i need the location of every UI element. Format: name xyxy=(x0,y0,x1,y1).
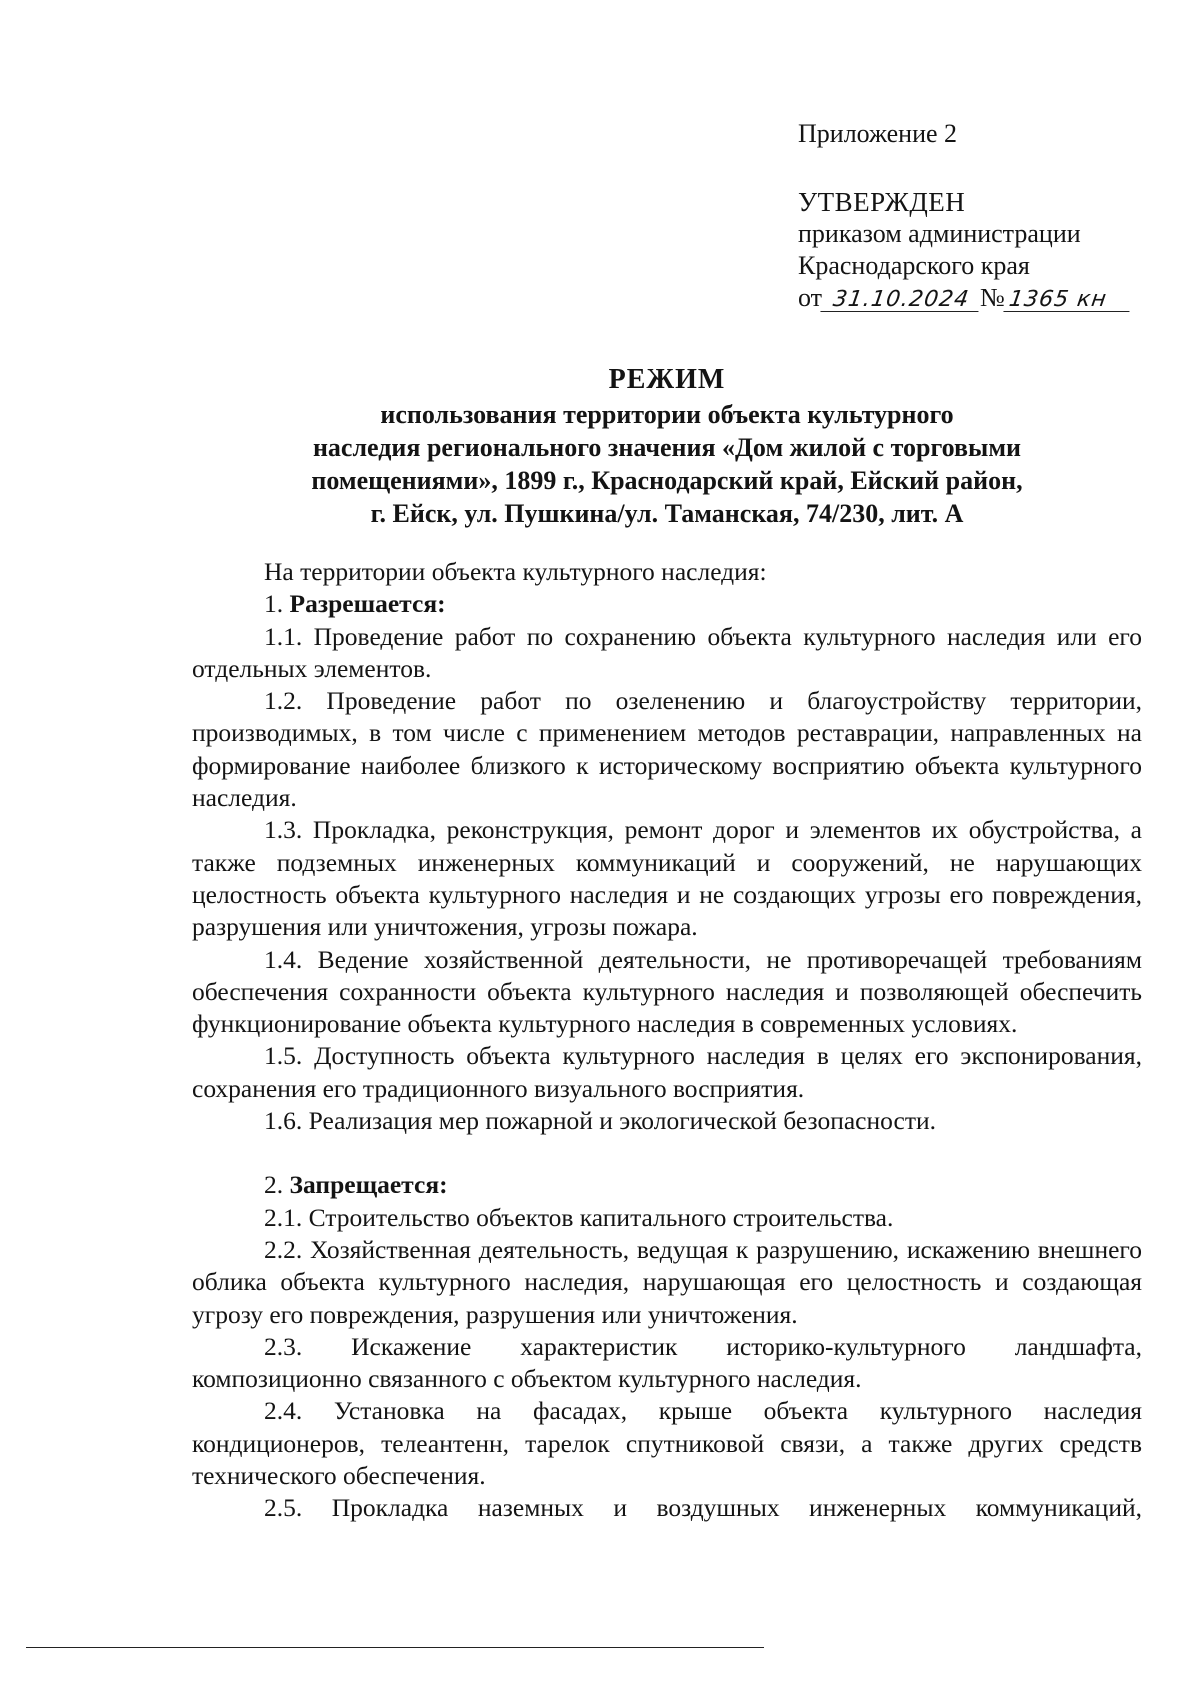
approval-line-2: Краснодарского края xyxy=(798,251,1030,280)
clause-2-3: 2.3. Искажение характеристик историко-культурного ландшафта, композиционно связанного с объектом культурного наследия. xyxy=(192,1331,1142,1394)
handwritten-date: 31.10.2024 xyxy=(820,289,981,312)
clause-2-5: 2.5. Прокладка наземных и воздушных инженерных коммуникаций, xyxy=(264,1493,1142,1523)
subtitle-line-1: использования территории объекта культурного xyxy=(380,400,954,429)
from-label: от xyxy=(798,283,823,312)
section-2-heading xyxy=(192,1169,1142,1201)
subtitle-line-4: г. Ейск, ул. Пушкина/ул. Таманская, 74/230, лит. А xyxy=(370,499,964,528)
section-gap xyxy=(192,1137,1142,1169)
section-1-number: 1. xyxy=(264,589,284,619)
intro-paragraph: На территории объекта культурного наследия: xyxy=(264,557,767,586)
clause-1-1: 1.1. Проведение работ по сохранению объекта культурного наследия или его отдельных элементов. xyxy=(192,621,1142,683)
clause-2-2: 2.2. Хозяйственная деятельность, ведущая к разрушению, искажению внешнего облика объекта культурного наследия, нарушающая его целостность и создающая угрозу его повреждения, разрушения или уничтожения. xyxy=(192,1234,1142,1329)
approval-line-1: приказом администрации xyxy=(798,219,1081,248)
clause-2-1: 2.1. Строительство объектов капитального строительства. xyxy=(264,1202,894,1232)
footnote-divider xyxy=(26,1647,764,1648)
clause-1-4: 1.4. Ведение хозяйственной деятельности, не противоречащей требованиям обеспечения сохранности объекта культурного наследия и позволяющей обеспечить функционирование объекта культурного наследия в современных условиях. xyxy=(192,944,1142,1039)
document-title: РЕЖИМ xyxy=(608,364,726,395)
number-sign: № xyxy=(980,283,1005,312)
clause-1-5: 1.5. Доступность объекта культурного наследия в целях его экспонирования, сохранения его традиционного визуального восприятия. xyxy=(192,1041,1142,1103)
document-title-block xyxy=(192,362,1142,530)
clause-1-2: 1.2. Проведение работ по озеленению и благоустройству территории, производимых, в том числе с применением методов реставрации, направленных на формирование наиболее близкого к историческому восприятию объекта культурного наследия. xyxy=(192,686,1142,813)
approved-stamp-label: УТВЕРЖДЕН xyxy=(798,187,966,217)
document-body xyxy=(192,556,1142,1525)
section-1-heading xyxy=(192,588,1142,620)
handwritten-order-number: 1365 кн xyxy=(1003,289,1132,312)
order-reference xyxy=(798,282,1158,314)
approval-block xyxy=(798,118,1158,314)
clause-2-4: 2.4. Установка на фасадах, крыше объекта культурного наследия кондиционеров, телеантенн, тарелок спутниковой связи, а также других средств технического обеспечения. xyxy=(192,1396,1142,1491)
clause-1-6: 1.6. Реализация мер пожарной и экологической безопасности. xyxy=(264,1106,937,1136)
clause-1-3: 1.3. Прокладка, реконструкция, ремонт дорог и элементов их обустройства, а также подземных инженерных коммуникаций и сооружений, не нарушающих целостность объекта культурного наследия и не создающих угрозы его повреждения, разрушения или уничтожения, угрозы пожара. xyxy=(192,815,1142,942)
appendix-label: Приложение 2 xyxy=(798,119,958,148)
section-2-number: 2. xyxy=(264,1170,284,1200)
subtitle-line-2: наследия регионального значения «Дом жилой с торговыми xyxy=(312,433,1022,462)
section-1-label: Разрешается: xyxy=(289,589,446,619)
document-subtitle xyxy=(192,398,1142,530)
section-2-label: Запрещается: xyxy=(289,1170,448,1200)
subtitle-line-3: помещениями», 1899 г., Краснодарский край, Ейский район, xyxy=(311,466,1023,495)
